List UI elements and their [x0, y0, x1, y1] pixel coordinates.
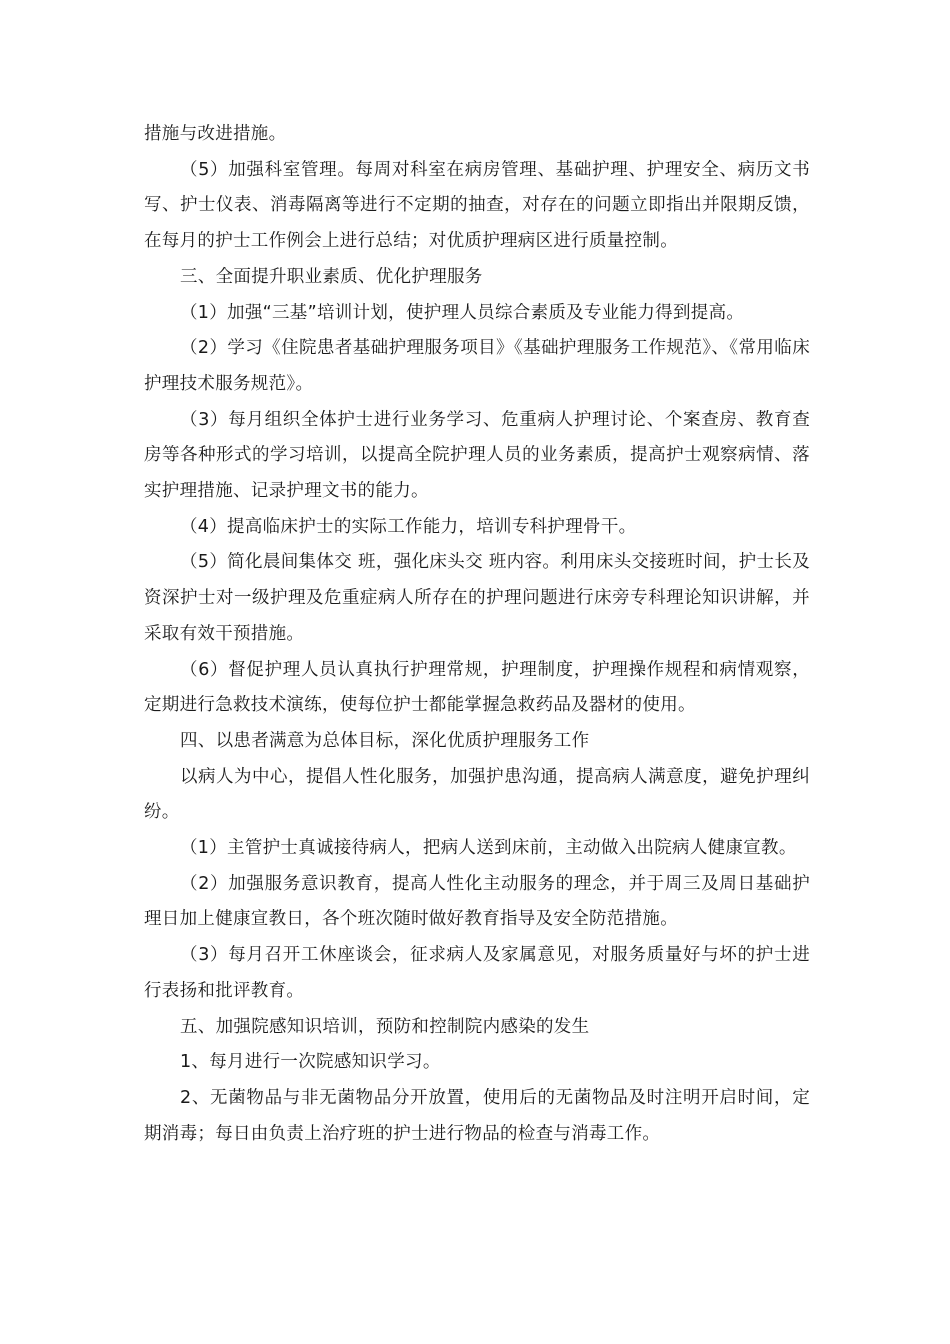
- paragraph: （1）主管护士真诚接待病人，把病人送到床前，主动做入出院病人健康宣教。: [180, 838, 797, 859]
- paragraph: （5）简化晨间集体交 班，强化床头交 班内容。利用床头交接班时间，护士长及资深护士对一级护理及危重症病人所存在的护理问题进行床旁专科理论知识讲解，并采取有效干预措施。: [144, 552, 810, 644]
- section-heading: 四、以患者满意为总体目标，深化优质护理服务工作: [180, 730, 590, 751]
- section-heading: 五、加强院感知识培训，预防和控制院内感染的发生: [180, 1016, 590, 1037]
- paragraph: （4）提高临床护士的实际工作能力，培训专科护理骨干。: [180, 516, 637, 537]
- paragraph: （3）每月组织全体护士进行业务学习、危重病人护理讨论、个案查房、教育查房等各种形式的学习培训，以提高全院护理人员的业务素质，提高护士观察病情、落实护理措施、记录护理文书的能力。: [144, 409, 810, 502]
- paragraph: （1）加强“三基”培训计划，使护理人员综合素质及专业能力得到提高。: [180, 302, 745, 323]
- paragraph: （2）加强服务意识教育，提高人性化主动服务的理念，并于周三及周日基础护理日加上健康宣教日，各个班次随时做好教育指导及安全防范措施。: [144, 873, 810, 930]
- paragraph: 以病人为中心，提倡人性化服务，加强护患沟通，提高病人满意度，避免护理纠纷。: [144, 766, 810, 823]
- paragraph: 2、无菌物品与非无菌物品分开放置，使用后的无菌物品及时注明开启时间，定期消毒；每日由负责上治疗班的护士进行物品的检查与消毒工作。: [144, 1087, 810, 1144]
- paragraph: （6）督促护理人员认真执行护理常规，护理制度，护理操作规程和病情观察，定期进行急救技术演练，使每位护士都能掌握急救药品及器材的使用。: [144, 659, 810, 716]
- paragraph: 1、每月进行一次院感知识学习。: [180, 1052, 441, 1073]
- section-heading: 三、全面提升职业素质、优化护理服务: [180, 266, 483, 287]
- paragraph: （5）加强科室管理。每周对科室在病房管理、基础护理、护理安全、病历文书写、护士仪表、消毒隔离等进行不定期的抽查，对存在的问题立即指出并限期反馈，在每月的护士工作例会上进行总结；对优质护理病区进行质量控制。: [144, 159, 810, 252]
- paragraph: 措施与改进措施。: [144, 124, 287, 144]
- paragraph: （2）学习《住院患者基础护理服务项目》《基础护理服务工作规范》、《常用临床护理技术服务规范》。: [144, 338, 810, 394]
- paragraph: （3）每月召开工休座谈会，征求病人及家属意见，对服务质量好与坏的护士进行表扬和批评教育。: [144, 945, 810, 1001]
